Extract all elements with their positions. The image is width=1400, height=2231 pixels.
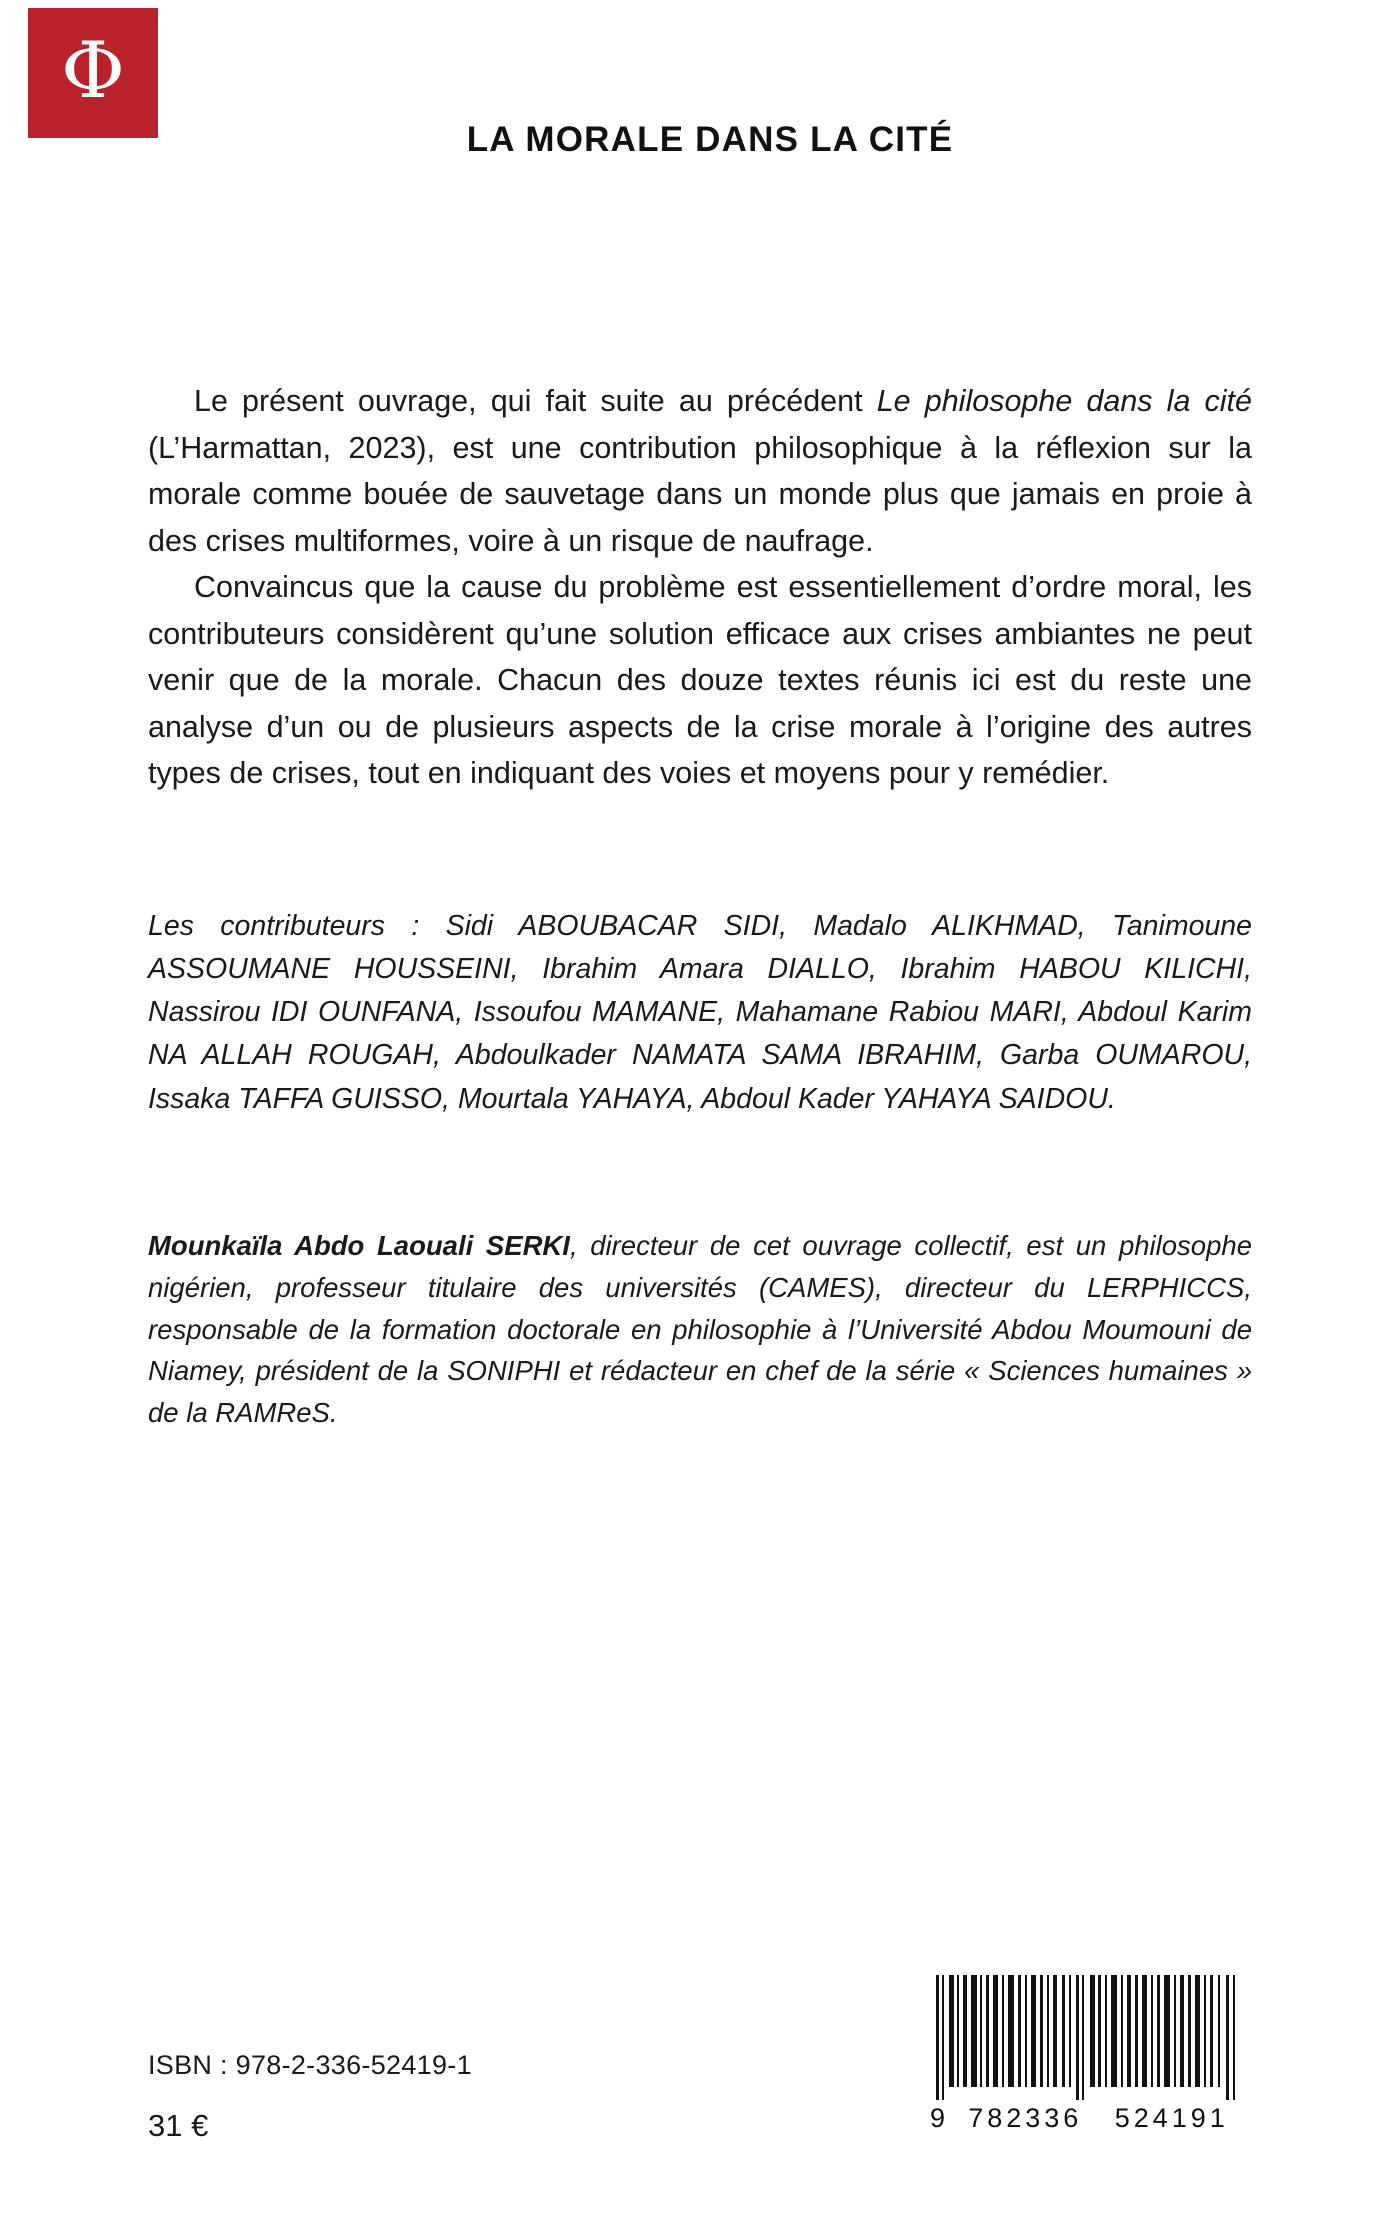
blurb-p1-post: (L’Harmattan, 2023), est une contribution philosophique à la réflexion sur la morale comme bouée de sauvetage dans un monde plus que jamais en proie à des crises multiformes, voire à un risque de naufrage. bbox=[148, 430, 1252, 558]
barcode bbox=[930, 1975, 1250, 2134]
blurb-paragraph-2 bbox=[148, 564, 1252, 797]
editor-name: Mounkaïla Abdo Laouali SERKI bbox=[148, 1230, 570, 1262]
barcode-lead-digit: 9 bbox=[930, 2103, 947, 2133]
barcode-digits bbox=[930, 2103, 1245, 2134]
blurb-p1-italic-title: Le philosophe dans la cité bbox=[876, 384, 1252, 418]
publisher-logo bbox=[28, 8, 158, 138]
contributors-list: Les contributeurs : Sidi ABOUBACAR SIDI, Madalo ALIKHMAD, Tanimoune ASSOUMANE HOUSSEINI, Ibrahim Amara DIALLO, Ibrahim HABOU KILICHI, Nassirou IDI OUNFANA, Issoufou MAMANE, Mahamane Rabiou MARI, Abdoul Karim NA ALLAH ROUGAH, Abdoulkader NAMATA SAMA IBRAHIM, Garba OUMAROU, Issaka TAFFA GUISSO, Mourtala YAHAYA, Abdoul Kader YAHAYA SAIDOU. bbox=[148, 909, 1252, 1115]
blurb-p2-text: Convaincus que la cause du problème est essentiellement d’ordre moral, les contributeurs considèrent qu’une solution efficace aux crises ambiantes ne peut venir que de la morale. Chacun des douze textes réunis ici est du reste une analyse d’un ou de plusieurs aspects de la crise morale à l’origine des autres types de crises, tout en indiquant des voies et moyens pour y remédier. bbox=[148, 570, 1252, 790]
editor-bio-text: , directeur de cet ouvrage collectif, est un philosophe nigérien, professeur titulaire des universités (CAMES), directeur du LERPHICCS, responsable de la formation doctorale en philosophie à l’Université Abdou Moumouni de Niamey, président de la SONIPHI et rédacteur en chef de la série « Sciences humaines » de la RAMReS. bbox=[148, 1230, 1252, 1429]
editor-biography bbox=[148, 1225, 1252, 1434]
back-cover-text bbox=[148, 378, 1252, 1462]
page-title: LA MORALE DANS LA CITÉ bbox=[466, 120, 954, 159]
barcode-group-1: 782336 bbox=[968, 2103, 1083, 2133]
barcode-group-2: 524191 bbox=[1114, 2103, 1229, 2133]
blurb-p1-pre: Le présent ouvrage, qui fait suite au précédent bbox=[194, 384, 877, 418]
phi-icon: Φ bbox=[61, 26, 125, 116]
price-text: 31 € bbox=[148, 2108, 209, 2143]
isbn-text: ISBN : 978-2-336-52419-1 bbox=[148, 2050, 472, 2080]
barcode-bars-icon bbox=[930, 1975, 1245, 2100]
blurb-paragraph-1 bbox=[148, 378, 1252, 564]
